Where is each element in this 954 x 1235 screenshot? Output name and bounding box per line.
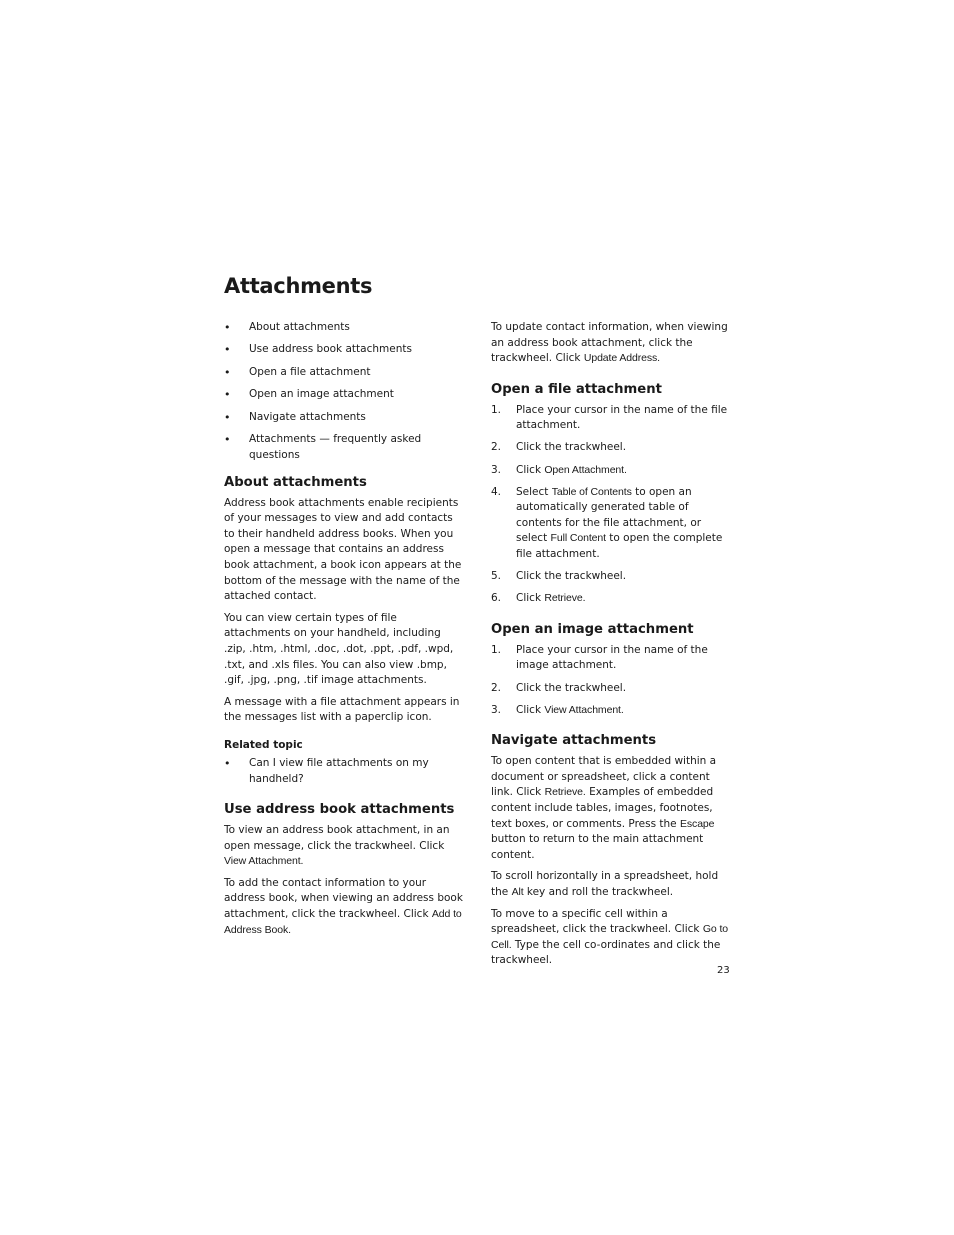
full-content-menu-item: Full Content [550,532,606,545]
related-topic-link[interactable]: • Can I view file attachments on my handheld? [224,756,464,787]
right-column [491,320,731,975]
step-item: 1. Place your cursor in the name of the image attachment. [491,643,708,672]
page-title: Attachments [224,274,373,298]
address-book-section [224,801,464,938]
about-heading: About attachments [224,474,367,490]
about-paragraph-3: A message with a file attachment appears in the messages list with a paperclip icon. [224,695,460,724]
about-paragraph-1: Address book attachments enable recipients of your messages to view and add contacts to their handheld address books. When you open a message that contains an address book attachment, a book icon appears at the bottom of the message with the name of the attached contact. [224,496,462,603]
step-item: 2. Click the trackwheel. [491,441,627,454]
address-book-paragraph-3: To update contact information, when viewing an address book attachment, click the trackwheel. Click Update Address. [491,321,728,365]
view-attachment-menu-item: View Attachment. [224,855,304,868]
navigate-heading: Navigate attachments [491,733,657,749]
file-attachment-section [491,381,731,607]
related-topic-heading: Related topic [224,738,303,751]
navigate-paragraph-1: To open content that is embedded within a document or spreadsheet, click a content link. Click Retrieve. Examples of embedded content include tables, images, footnotes, text boxes, or comments. Press the Escape button to return to the main attachment content. [491,755,717,861]
file-attachment-heading: Open a file attachment [491,381,662,397]
alt-key-label: Alt [511,885,524,898]
navigate-paragraph-2: To scroll horizontally in a spreadsheet, hold the Alt key and roll the trackwheel. [491,870,719,898]
go-to-cell-menu-item: Go to Cell. [491,923,729,951]
related-topic-list [224,756,464,787]
update-address-menu-item: Update Address. [583,352,660,365]
left-column [224,320,464,944]
step-item: 4. Select Table of Contents to open an automatically generated table of contents for the file attachment, or select Full Content to open the complete file attachment. [491,485,723,561]
navigate-section [491,732,731,969]
add-to-address-book-menu-item: Add to Address Book. [224,908,462,936]
file-attachment-steps [491,403,731,607]
about-paragraph-2: You can view certain types of file attachments on your handheld, including .zip, .htm, .html, .doc, .dot, .ppt, .pdf, .wpd, .txt, and .xls files. You can also view .bmp, .gif, .jpg, .png, .tif image attachments. [224,611,454,687]
topic-link-image[interactable]: • Open an image attachment [224,387,464,403]
address-book-paragraph-2: To add the contact information to your address book, when viewing an address book attachment, click the trackwheel. Click Add to Address Book. [224,876,463,936]
navigate-paragraph-3: To move to a specific cell within a spreadsheet, click the trackwheel. Click Go to Cell. Type the cell co-ordinates and click the trackwheel. [491,907,729,967]
step-item: 6. Click Retrieve. [491,592,586,605]
image-attachment-heading: Open an image attachment [491,621,694,637]
about-section [224,474,464,788]
page-number: 23 [717,965,730,976]
table-of-contents-menu-item: Table of Contents [551,485,632,498]
address-book-paragraph-1: To view an address book attachment, in an open message, click the trackwheel. Click View Attachment. [224,824,450,868]
escape-key-label: Escape [679,817,715,830]
step-item: 1. Place your cursor in the name of the file attachment. [491,403,728,432]
topic-link-file[interactable]: • Open a file attachment [224,365,464,381]
retrieve-menu-item: Retrieve. [544,592,586,605]
address-book-heading: Use address book attachments [224,802,455,818]
step-item: 5. Click the trackwheel. [491,570,627,583]
image-attachment-steps [491,643,731,718]
view-attachment-menu-item: View Attachment. [544,703,624,716]
topic-link-address-book[interactable]: • Use address book attachments [224,342,464,358]
topic-list [224,320,464,464]
topic-link-navigate[interactable]: • Navigate attachments [224,410,464,426]
open-attachment-menu-item: Open Attachment. [544,463,627,476]
step-item: 3. Click View Attachment. [491,703,624,716]
image-attachment-section [491,621,731,718]
step-item: 3. Click Open Attachment. [491,463,627,476]
retrieve-menu-item: Retrieve. [544,786,586,799]
topic-link-faq[interactable]: • Attachments — frequently asked questions [224,432,464,463]
topic-link-about[interactable]: • About attachments [224,320,464,336]
step-item: 2. Click the trackwheel. [491,681,627,694]
